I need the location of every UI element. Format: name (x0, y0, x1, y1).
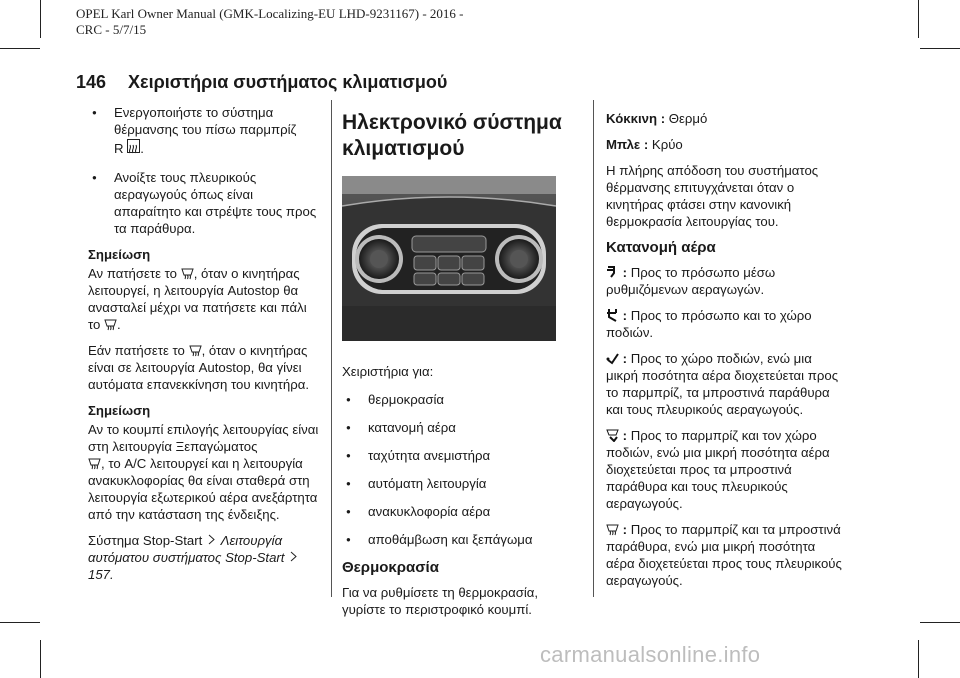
column-2 (342, 110, 584, 627)
crop-mark (0, 48, 40, 49)
paragraph: Για να ρυθμίσετε τη θερμοκρασία, γυρίστε το περιστροφικό κουμπί. (342, 585, 539, 617)
page-ref-arrow-icon (288, 549, 299, 560)
defrost-icon (88, 456, 101, 470)
paragraph: Εάν πατήσετε το , όταν ο κινητήρας είναι σε λειτουργία Autostop, θα γίνει αυτόματα επανεκκίνηση του κινητήρα. (88, 343, 309, 392)
list-item: ● αποθάμβωση και ξεπάγωμα (342, 531, 584, 548)
crop-mark (40, 640, 41, 678)
column-1 (88, 104, 320, 592)
header-line-2: CRC - 5/7/15 (76, 22, 147, 37)
note-title: Σημείωση (88, 403, 151, 418)
air-mode-windshield: : Προς το παρμπρίζ και τα μπροστινά παράθυρα, ενώ μια μικρή ποσότητα αέρα διοχετεύεται προς τους πλευρικούς αεραγωγούς. (606, 522, 842, 588)
page-title: Χειριστήρια συστήματος κλιματισμού (128, 72, 448, 92)
intro-text: Χειριστήρια για: (342, 364, 434, 379)
climate-control-panel-photo (342, 176, 556, 341)
crop-mark (918, 0, 919, 38)
list-item: ● ταχύτητα ανεμιστήρα (342, 447, 584, 464)
feet-vent-icon (606, 351, 619, 365)
temp-blue-line: Μπλε : Κρύο (606, 137, 683, 152)
header-line-1: OPEL Karl Owner Manual (GMK-Localizing-EU LHD-9231167) - 2016 - (76, 6, 464, 21)
page-heading (76, 72, 447, 93)
paragraph: Η πλήρης απόδοση του συστήματος θέρμανσης επιτυγχάνεται όταν ο κινητήρας φτάσει στην κανονική θερμοκρασία λειτουργίας του. (606, 163, 819, 229)
cross-reference: Σύστημα Stop-Start Λειτουργία αυτόματου συστήματος Stop-Start 157. (88, 532, 320, 583)
defrost-icon (181, 266, 194, 280)
column-divider (593, 100, 594, 597)
defrost-icon (189, 343, 202, 357)
list-item: ● Ενεργοποιήστε το σύστημα θέρμανσης του πίσω παρμπρίζ R . (88, 104, 320, 160)
list-item: ● κατανομή αέρα (342, 419, 584, 436)
defrost-icon (104, 317, 117, 331)
crop-mark (918, 640, 919, 678)
air-mode-windshield-feet: : Προς το παρμπρίζ και τον χώρο ποδιών, ενώ μια μικρή ποσότητα αέρα διοχετεύεται προς τα μπροστινά παράθυρα και τους πλευρικούς αεραγωγούς. (606, 428, 830, 511)
list-item: ● ανακυκλοφορία αέρα (342, 503, 584, 520)
air-mode-face-feet: : Προς το πρόσωπο και το χώρο ποδιών. (606, 308, 812, 340)
note-title: Σημείωση (88, 247, 151, 262)
crop-mark (920, 622, 960, 623)
list-item: ● Ανοίξτε τους πλευρικούς αεραγωγούς όπως είναι απαραίτητο και στρέψτε τους προς τα παράθυρα. (88, 169, 320, 237)
windshield-defrost-icon (606, 522, 619, 536)
face-feet-vent-icon (606, 308, 619, 322)
temp-red-line: Κόκκινη : Θερμό (606, 111, 708, 126)
subsection-heading: Θερμοκρασία (342, 559, 439, 576)
watermark[interactable]: carmanualsonline.info (540, 642, 761, 667)
page-number: 146 (76, 72, 107, 92)
list-item: ● αυτόματη λειτουργία (342, 475, 584, 492)
crop-mark (920, 48, 960, 49)
air-mode-feet: : Προς το χώρο ποδιών, ενώ μια μικρή ποσότητα αέρα διοχετεύεται προς το παρμπρίζ, τα μπροστινά παράθυρα και τους πλευρικούς αεραγωγούς. (606, 351, 839, 417)
list-item: ● θερμοκρασία (342, 391, 584, 408)
air-mode-face: : Προς το πρόσωπο μέσω ρυθμιζόμενων αεραγωγών. (606, 265, 776, 297)
column-3 (606, 110, 846, 598)
column-divider (331, 100, 332, 597)
face-vent-icon (606, 265, 619, 279)
note-text: Αν το κουμπί επιλογής λειτουργίας είναι στη λειτουργία Ξεπαγώματος , το A/C λειτουργεί και η λειτουργία ανακυκλοφορίας θα είναι σταθερά στη λειτουργία εξωτερικού αέρα ανεξάρτητα από την κατάσταση της ένδειξης. (88, 422, 319, 522)
rear-defrost-icon (127, 139, 140, 153)
note-text: Αν πατήσετε το , όταν ο κινητήρας λειτουργεί, η λειτουργία Autostop θα ανασταλεί μέχρι να πατήσετε και πάλι το . (88, 266, 307, 332)
page-ref-arrow-icon (206, 532, 217, 543)
subsection-heading: Κατανομή αέρα (606, 239, 716, 256)
document-header (76, 6, 464, 38)
section-heading: Ηλεκτρονικό σύστημα κλιματισμού (342, 111, 562, 160)
crop-mark (40, 0, 41, 38)
crop-mark (0, 622, 40, 623)
windshield-feet-vent-icon (606, 428, 619, 442)
